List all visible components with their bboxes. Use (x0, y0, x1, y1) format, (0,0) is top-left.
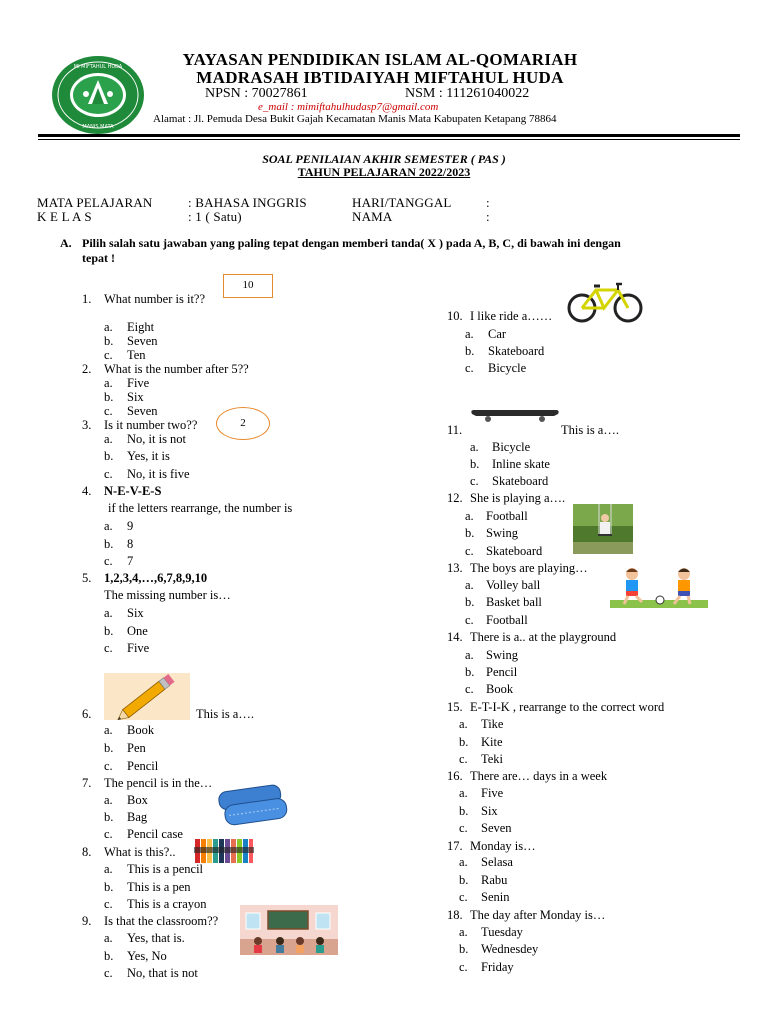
question-text: The boys are playing… (470, 561, 588, 575)
option-letter: b. (104, 741, 114, 755)
option-text[interactable]: No, it is five (127, 467, 190, 481)
question-subtext: if the letters rearrange, the number is (108, 501, 293, 515)
option-letter: a. (459, 786, 468, 800)
option-letter: a. (104, 320, 113, 334)
option-letter: c. (459, 752, 468, 766)
option-text[interactable]: Skateboard (488, 344, 545, 358)
question-text: This is a…. (196, 707, 254, 721)
question-text: What is the number after 5?? (104, 362, 249, 376)
option-text[interactable]: Six (127, 606, 144, 620)
instruction-line-2: tepat ! (82, 251, 115, 265)
option-letter: c. (104, 404, 113, 418)
option-text[interactable]: Volley ball (486, 578, 541, 592)
class-value: : 1 ( Satu) (188, 209, 242, 224)
number-two-circle: 2 (216, 407, 270, 440)
class-label: K E L A S (37, 209, 92, 224)
option-letter: c. (465, 613, 474, 627)
question-text: 1,2,3,4,…,6,7,8,9,10 (104, 571, 208, 585)
option-text[interactable]: One (127, 624, 148, 638)
exam-year: TAHUN PELAJARAN 2022/2023 (297, 165, 471, 179)
option-letter: b. (104, 537, 114, 551)
question-number: 4. (82, 484, 92, 498)
option-letter: a. (470, 440, 479, 454)
question-text: There are… days in a week (470, 769, 608, 783)
question-number: 18. (447, 908, 463, 922)
bicycle-icon (566, 278, 644, 324)
question-number: 11. (447, 423, 463, 437)
option-letter: b. (104, 810, 114, 824)
option-letter: b. (104, 390, 114, 404)
question-number: 2. (82, 362, 92, 376)
option-text[interactable]: Senin (481, 890, 510, 904)
girl-swing-picture-icon (573, 504, 633, 554)
option-text[interactable]: Box (127, 793, 148, 807)
option-text[interactable]: Book (127, 723, 155, 737)
option-text[interactable]: Football (486, 613, 528, 627)
option-letter: b. (104, 334, 114, 348)
question-number: 7. (82, 776, 92, 790)
option-text[interactable]: Skateboard (486, 544, 543, 558)
option-letter: b. (465, 665, 475, 679)
option-letter: b. (459, 873, 469, 887)
name-value: : (486, 209, 490, 224)
pencil-case-icon (214, 782, 292, 830)
option-text[interactable]: Five (481, 786, 504, 800)
school-name: MADRASAH IBTIDAIYAH MIFTAHUL HUDA (196, 68, 564, 87)
question-number: 17. (447, 839, 463, 853)
option-text[interactable]: 7 (127, 554, 134, 568)
option-text[interactable]: Seven (127, 404, 158, 418)
option-text[interactable]: This is a crayon (127, 897, 207, 911)
option-text[interactable]: Swing (486, 648, 518, 662)
question-text: What number is it?? (104, 292, 206, 306)
option-text[interactable]: This is a pencil (127, 862, 204, 876)
question-number: 8. (82, 845, 92, 859)
skateboard-icon (470, 404, 560, 424)
option-text[interactable]: 9 (127, 519, 134, 533)
number-ten-box: 10 (223, 274, 273, 298)
subject-label: MATA PELAJARAN (37, 195, 153, 210)
name-label: NAMA (352, 209, 393, 224)
option-letter: a. (465, 648, 474, 662)
option-text[interactable]: Tike (481, 717, 504, 731)
question-number: 16. (447, 769, 463, 783)
option-text[interactable]: Seven (127, 334, 158, 348)
question-number: 14. (447, 630, 463, 644)
classroom-picture-icon (240, 905, 338, 955)
question-text: There is a.. at the playground (470, 630, 617, 644)
option-letter: a. (104, 862, 113, 876)
option-text[interactable]: Car (488, 327, 507, 341)
school-email: e_mail : mimiftahulhudasp7@gmail.com (258, 101, 439, 113)
option-letter: a. (465, 578, 474, 592)
subject-value: : BAHASA INGGRIS (188, 195, 307, 210)
option-text[interactable]: Swing (486, 526, 518, 540)
svg-text:MANIS MATA: MANIS MATA (82, 124, 114, 130)
option-letter: b. (465, 526, 475, 540)
option-letter: a. (104, 793, 113, 807)
exam-title: SOAL PENILAIAN AKHIR SEMESTER ( PAS ) (262, 152, 506, 166)
option-text[interactable]: Football (486, 509, 528, 523)
header-divider (38, 134, 740, 137)
day-label: HARI/TANGGAL (352, 195, 452, 210)
option-text[interactable]: Wednesdey (481, 942, 539, 956)
option-letter: c. (104, 467, 113, 481)
section-letter: A. (60, 236, 72, 250)
npsn-number: NPSN : 70027861 (205, 86, 308, 101)
nsm-number: NSM : 111261040022 (405, 86, 530, 101)
option-letter: c. (465, 544, 474, 558)
question-text: Monday is… (470, 839, 536, 853)
question-subtext: The missing number is… (104, 588, 231, 602)
header-divider-thin (38, 139, 740, 140)
question-text: I like ride a…… (470, 309, 553, 323)
option-letter: c. (465, 682, 474, 696)
option-text[interactable]: Selasa (481, 855, 513, 869)
option-text[interactable]: Kite (481, 735, 503, 749)
option-text[interactable]: Bicycle (492, 440, 531, 454)
option-letter: b. (104, 449, 114, 463)
option-text[interactable]: Bag (127, 810, 148, 824)
option-text[interactable]: Skateboard (492, 474, 549, 488)
option-text[interactable]: Book (486, 682, 514, 696)
option-text[interactable]: Yes, No (127, 949, 167, 963)
question-number: 9. (82, 914, 92, 928)
option-letter: c. (104, 966, 113, 980)
question-text: This is a…. (561, 423, 619, 437)
question-number: 13. (447, 561, 463, 575)
option-text[interactable]: Seven (481, 821, 512, 835)
question-text: What is this?.. (104, 845, 176, 859)
boys-football-icon (610, 566, 708, 608)
question-number: 5. (82, 571, 92, 585)
option-text[interactable]: 8 (127, 537, 134, 551)
svg-text:MI MIFTAHUL HUDA: MI MIFTAHUL HUDA (73, 64, 123, 70)
option-letter: a. (459, 925, 468, 939)
option-text[interactable]: Yes, that is. (127, 931, 185, 945)
section-instruction (60, 236, 720, 266)
option-letter: a. (104, 432, 113, 446)
option-letter: a. (104, 519, 113, 533)
day-value: : (486, 195, 490, 210)
pencil-picture (104, 673, 190, 720)
school-address: Alamat : Jl. Pemuda Desa Bukit Gajah Kecamatan Manis Mata Kabupaten Ketapang 78864 (153, 113, 557, 125)
option-letter: c. (459, 890, 468, 904)
option-text[interactable]: Six (481, 804, 498, 818)
option-text[interactable]: Basket ball (486, 595, 542, 609)
option-text[interactable]: Five (127, 376, 150, 390)
pencil-icon (104, 673, 190, 720)
option-letter: b. (459, 804, 469, 818)
option-text[interactable]: Tuesday (481, 925, 523, 939)
option-text[interactable]: Pencil case (127, 827, 183, 841)
option-text[interactable]: Inline skate (492, 457, 550, 471)
option-text[interactable]: Pencil (486, 665, 518, 679)
option-text[interactable]: Eight (127, 320, 155, 334)
question-text: The pencil is in the… (104, 776, 213, 790)
option-letter: b. (104, 949, 114, 963)
question-text: Is that the classroom?? (104, 914, 219, 928)
option-letter: c. (104, 827, 113, 841)
option-text[interactable]: Friday (481, 960, 514, 974)
option-letter: c. (104, 641, 113, 655)
question-text: Is it number two?? (104, 418, 198, 432)
option-text[interactable]: Five (127, 641, 150, 655)
option-letter: c. (104, 897, 113, 911)
option-letter: a. (465, 509, 474, 523)
option-text[interactable]: Yes, it is (127, 449, 170, 463)
option-letter: a. (104, 606, 113, 620)
option-letter: b. (465, 344, 475, 358)
option-letter: b. (104, 880, 114, 894)
question-number: 12. (447, 491, 463, 505)
question-number: 10. (447, 309, 463, 323)
question-text: N-E-V-E-S (104, 484, 162, 498)
option-letter: c. (465, 361, 474, 375)
question-number: 6. (82, 707, 92, 721)
option-text[interactable]: Six (127, 390, 144, 404)
question-text: She is playing a…. (470, 491, 566, 505)
option-letter: b. (465, 595, 475, 609)
option-letter: b. (459, 942, 469, 956)
option-text[interactable]: This is a pen (127, 880, 191, 894)
option-letter: b. (459, 735, 469, 749)
option-letter: a. (459, 717, 468, 731)
option-text[interactable]: No, it is not (127, 432, 187, 446)
option-letter: b. (104, 624, 114, 638)
foundation-name: YAYASAN PENDIDIKAN ISLAM AL-QOMARIAH (182, 50, 578, 69)
question-number: 1. (82, 292, 92, 306)
instruction-line-1: Pilih salah satu jawaban yang paling tepat dengan memberi tanda( X ) pada A, B, C, di bawah ini dengan (82, 236, 621, 250)
option-letter: c. (459, 821, 468, 835)
option-letter: c. (470, 474, 479, 488)
option-text[interactable]: Pencil (127, 759, 159, 773)
option-text[interactable]: Pen (127, 741, 146, 755)
option-text[interactable]: Teki (481, 752, 504, 766)
option-text[interactable]: Ten (127, 348, 146, 362)
option-letter: c. (459, 960, 468, 974)
question-text: The day after Monday is… (470, 908, 606, 922)
option-letter: a. (104, 723, 113, 737)
option-text[interactable]: No, that is not (127, 966, 198, 980)
option-letter: c. (104, 348, 113, 362)
question-text: E-T-I-K , rearrange to the correct word (470, 700, 665, 714)
option-letter: a. (104, 376, 113, 390)
option-letter: c. (104, 759, 113, 773)
option-text[interactable]: Rabu (481, 873, 508, 887)
option-text[interactable]: Bicycle (488, 361, 527, 375)
question-number: 15. (447, 700, 463, 714)
option-letter: a. (104, 931, 113, 945)
option-letter: b. (470, 457, 480, 471)
crayons-icon (194, 835, 254, 865)
option-letter: a. (459, 855, 468, 869)
option-letter: c. (104, 554, 113, 568)
question-number: 3. (82, 418, 92, 432)
option-letter: a. (465, 327, 474, 341)
